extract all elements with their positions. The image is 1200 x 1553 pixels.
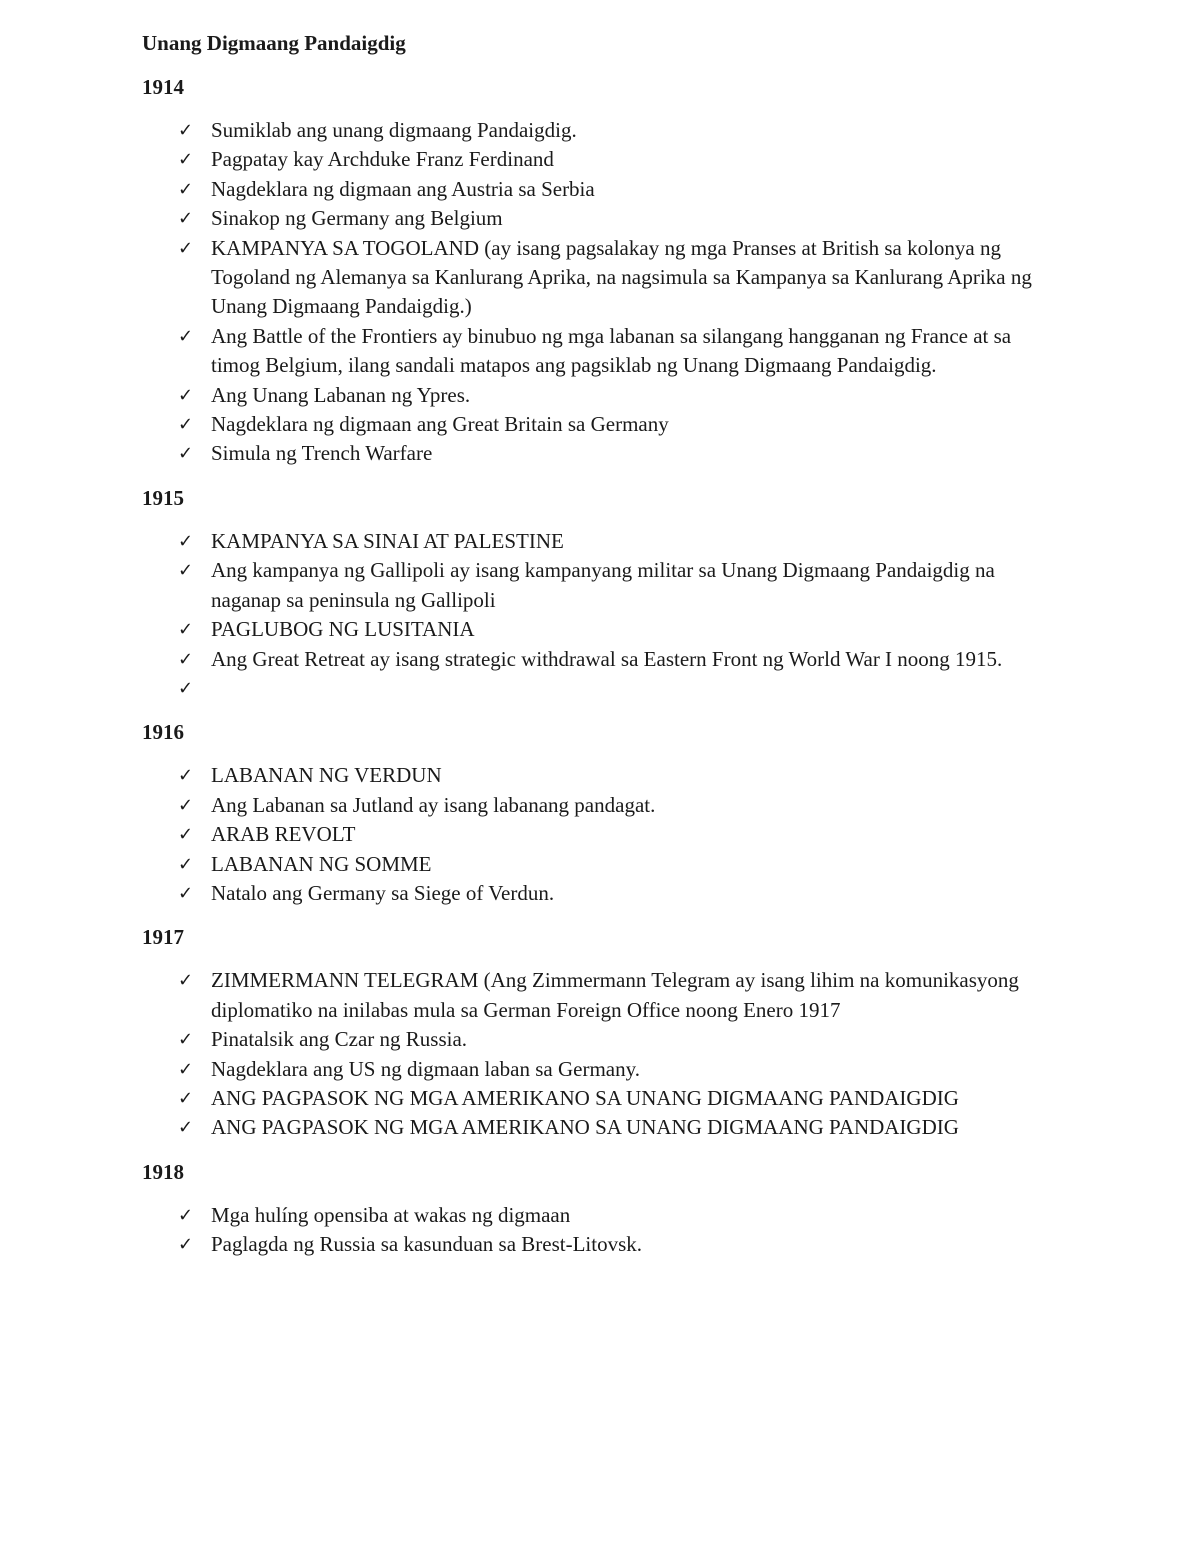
list-item: [142, 116, 1052, 145]
check-mark-icon: ✓: [178, 1234, 194, 1256]
check-mark-icon: ✓: [178, 619, 194, 641]
check-mark-icon: ✓: [178, 677, 194, 699]
year-heading: 1915: [142, 485, 184, 510]
check-mark-icon: ✓: [178, 560, 194, 582]
event-list: [142, 116, 1052, 469]
list-item: [142, 791, 1052, 820]
list-item-text: ANG PAGPASOK NG MGA AMERIKANO SA UNANG DIGMAANG PANDAIGDIG: [211, 1085, 959, 1110]
list-item: [142, 1230, 1052, 1259]
list-item-text: Natalo ang Germany sa Siege of Verdun.: [211, 880, 555, 905]
event-list: [142, 966, 1052, 1142]
list-item: [142, 1055, 1052, 1084]
check-mark-icon: ✓: [178, 970, 194, 992]
document-title: Unang Digmaang Pandaigdig: [142, 31, 406, 55]
list-item: [142, 761, 1052, 790]
list-item: [142, 879, 1052, 908]
check-mark-icon: ✓: [178, 824, 194, 846]
list-item: [142, 850, 1052, 879]
list-item-text: Ang Great Retreat ay isang strategic withdrawal sa Eastern Front ng World War I noong 1915.: [211, 646, 1003, 671]
list-item: [142, 322, 1052, 381]
list-item-text: Pinatalsik ang Czar ng Russia.: [211, 1027, 468, 1052]
event-list: [142, 1201, 1052, 1260]
check-mark-icon: ✓: [178, 882, 194, 904]
year-heading: 1914: [142, 75, 184, 99]
check-mark-icon: ✓: [178, 530, 194, 552]
year-section: [142, 1157, 1052, 1260]
list-item-text: KAMPANYA SA TOGOLAND (ay isang pagsalakay ng mga Pranses at British sa kolonya ng Togoland ng Alemanya sa Kanlurang Aprika, na nagsimula sa Kampanya sa Kanlurang Aprika ng Unang Digmaang Pandaigdig.): [211, 235, 1032, 319]
list-item-text: ANG PAGPASOK NG MGA AMERIKANO SA UNANG DIGMAANG PANDAIGDIG: [211, 1115, 959, 1140]
document-page: [142, 28, 1052, 1274]
check-mark-icon: ✓: [178, 414, 194, 436]
list-item-text: Sinakop ng Germany ang Belgium: [211, 206, 503, 231]
list-item: [142, 1084, 1052, 1113]
check-mark-icon: ✓: [178, 384, 194, 406]
check-mark-icon: ✓: [178, 1117, 194, 1139]
check-mark-icon: ✓: [178, 178, 194, 200]
event-list: [142, 527, 1052, 703]
check-mark-icon: ✓: [178, 1029, 194, 1051]
list-item: [142, 820, 1052, 849]
list-item: [142, 410, 1052, 439]
year-section: [142, 483, 1052, 703]
list-item: [142, 381, 1052, 410]
list-item-text: Ang kampanya ng Gallipoli ay isang kampanyang militar sa Unang Digmaang Pandaigdig na naganap sa peninsula ng Gallipoli: [211, 558, 995, 612]
check-mark-icon: ✓: [178, 648, 194, 670]
list-item-text: Nagdeklara ng digmaan ang Austria sa Serbia: [211, 176, 595, 201]
list-item: [142, 674, 1052, 703]
list-item-text: Ang Labanan sa Jutland ay isang labanang pandagat.: [211, 792, 656, 817]
year-heading: 1918: [142, 1159, 184, 1184]
check-mark-icon: ✓: [178, 1087, 194, 1109]
timeline-sections: [142, 72, 1052, 1260]
list-item: [142, 204, 1052, 233]
list-item-text: LABANAN NG VERDUN: [211, 763, 442, 788]
list-item: [142, 615, 1052, 644]
list-item: [142, 966, 1052, 1025]
list-item-text: ARAB REVOLT: [211, 822, 356, 847]
check-mark-icon: ✓: [178, 120, 194, 141]
list-item: [142, 1201, 1052, 1230]
list-item-text: LABANAN NG SOMME: [211, 851, 432, 876]
list-item: [142, 175, 1052, 204]
list-item: [142, 439, 1052, 468]
check-mark-icon: ✓: [178, 765, 194, 787]
list-item: [142, 527, 1052, 556]
check-mark-icon: ✓: [178, 237, 194, 259]
list-item-text: Ang Unang Labanan ng Ypres.: [211, 382, 471, 407]
check-mark-icon: ✓: [178, 443, 194, 465]
check-mark-icon: ✓: [178, 208, 194, 230]
year-section: [142, 717, 1052, 908]
list-item: [142, 145, 1052, 174]
list-item-text: Ang Battle of the Frontiers ay binubuo ng mga labanan sa silangang hangganan ng France at sa timog Belgium, ilang sandali matapos ang pagsiklab ng Unang Digmaang Pandaigdig.: [211, 323, 1012, 378]
check-mark-icon: ✓: [178, 853, 194, 875]
list-item: [142, 1025, 1052, 1054]
list-item-text: PAGLUBOG NG LUSITANIA: [211, 617, 475, 642]
list-item: [142, 645, 1052, 674]
list-item: [142, 556, 1052, 615]
list-item-text: KAMPANYA SA SINAI AT PALESTINE: [211, 528, 564, 553]
list-item-text: [211, 674, 1052, 703]
event-list: [142, 761, 1052, 908]
list-item-text: Nagdeklara ang US ng digmaan laban sa Germany.: [211, 1056, 640, 1081]
check-mark-icon: ✓: [178, 149, 194, 171]
year-section: [142, 72, 1052, 469]
check-mark-icon: ✓: [178, 794, 194, 816]
list-item-text: Pagpatay kay Archduke Franz Ferdinand: [211, 147, 554, 172]
list-item-text: Nagdeklara ng digmaan ang Great Britain sa Germany: [211, 412, 669, 437]
list-item-text: ZIMMERMANN TELEGRAM (Ang Zimmermann Telegram ay isang lihim na komunikasyong diplomatiko na inilabas mula sa German Foreign Office noong Enero 1917: [211, 968, 1019, 1022]
check-mark-icon: ✓: [178, 1204, 194, 1226]
list-item-text: Simula ng Trench Warfare: [211, 441, 433, 466]
list-item-text: Paglagda ng Russia sa kasunduan sa Brest-Litovsk.: [211, 1232, 643, 1257]
year-section: [142, 922, 1052, 1142]
year-heading: 1916: [142, 720, 184, 745]
list-item-text: Sumiklab ang unang digmaang Pandaigdig.: [211, 118, 577, 142]
year-heading: 1917: [142, 925, 184, 950]
list-item: [142, 1113, 1052, 1142]
list-item-text: Mga hulíng opensiba at wakas ng digmaan: [211, 1202, 571, 1227]
list-item: [142, 234, 1052, 322]
check-mark-icon: ✓: [178, 325, 194, 347]
check-mark-icon: ✓: [178, 1058, 194, 1080]
